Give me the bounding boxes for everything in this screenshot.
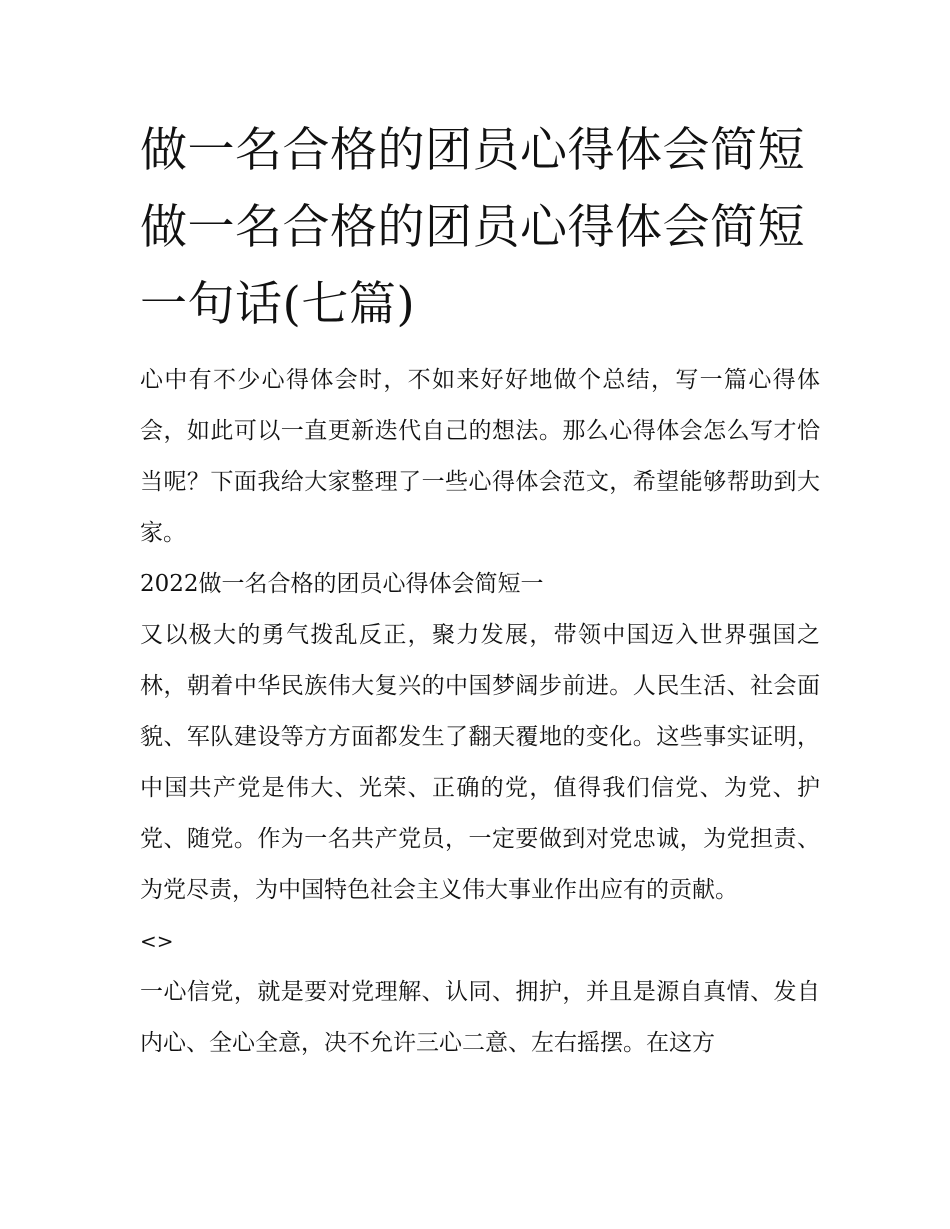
document-title: 做一名合格的团员心得体会简短 做一名合格的团员心得体会简短一句话(七篇) [140, 123, 805, 332]
body-paragraph-1: 又以极大的勇气拨乱反正，聚力发展，带领中国迈入世界强国之林，朝着中华民族伟大复兴的中国梦阔步前进。人民生活、社会面貌、军队建设等方方面都发生了翻天覆地的变化。这些事实证明，中国共产党是伟大、光荣、正确的党，值得我们信党、为党、护党、随党。作为一名共产党员，一定要做到对党忠诚，为党担责、为党尽责，为中国特色社会主义伟大事业作出应有的贡献。 [140, 622, 820, 903]
intro-paragraph: 心中有不少心得体会时，不如来好好地做个总结，写一篇心得体会，如此可以一直更新迭代自己的想法。那么心得体会怎么写才恰当呢？下面我给大家整理了一些心得体会范文，希望能够帮助到大家。 [140, 367, 820, 546]
inline-marker: <> [140, 929, 174, 953]
body-paragraph-2: 一心信党，就是要对党理解、认同、拥护，并且是源自真情、发自内心、全心全意，决不允许三心二意、左右摇摆。在这方 [140, 979, 820, 1056]
document-body [140, 355, 820, 1069]
section-heading: 2022做一名合格的团员心得体会简短一 [140, 571, 544, 597]
